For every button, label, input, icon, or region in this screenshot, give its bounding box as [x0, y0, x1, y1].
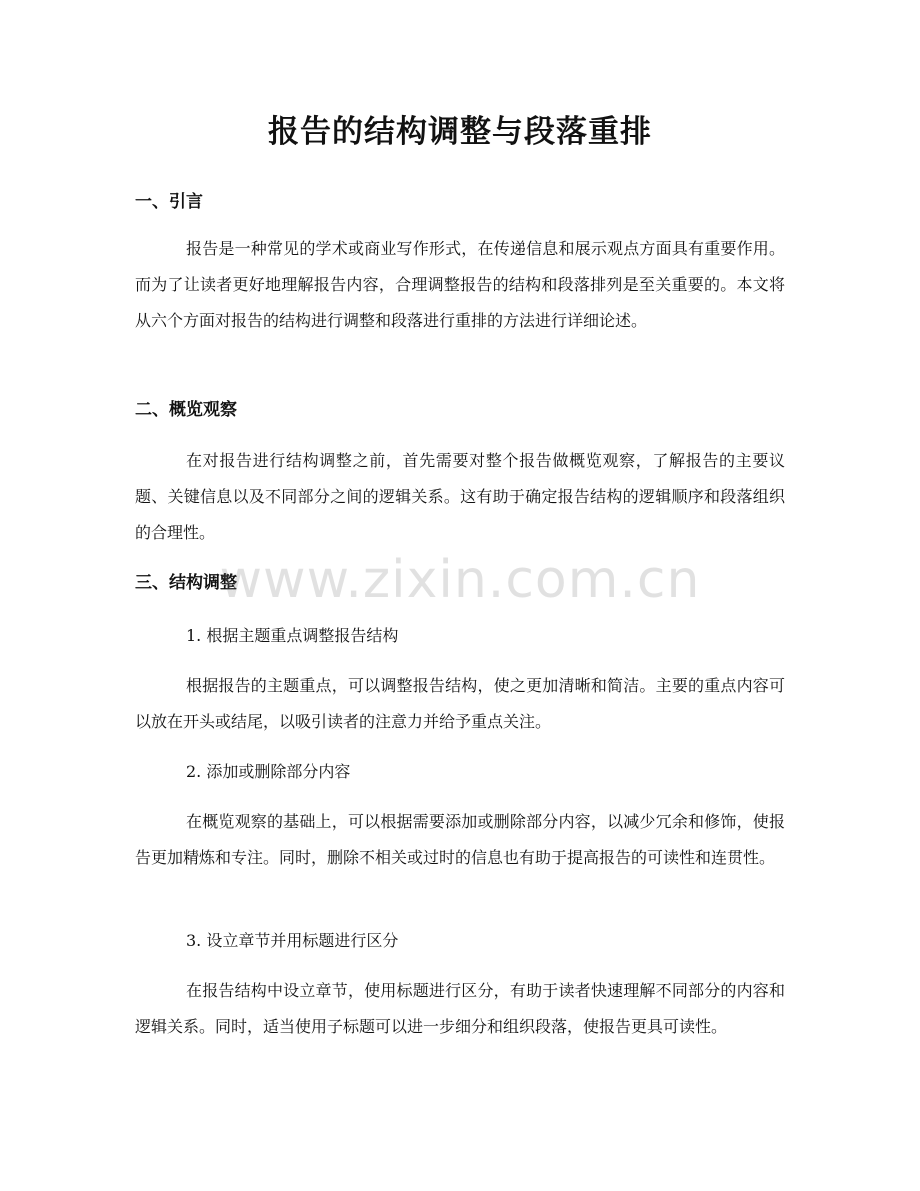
- section-paragraph-introduction: 报告是一种常见的学术或商业写作形式，在传递信息和展示观点方面具有重要作用。而为了让读者更好地理解报告内容，合理调整报告的结构和段落排列是至关重要的。本文将从六个方面对报告的结构进行调整和段落进行重排的方法进行详细论述。: [135, 239, 785, 330]
- watermark: www.zixin.com.cn: [219, 550, 701, 610]
- paragraph-item-1: 根据报告的主题重点，可以调整报告结构，使之更加清晰和简洁。主要的重点内容可以放在开头或结尾，以吸引读者的注意力并给予重点关注。: [135, 676, 785, 731]
- subheading-item-2: 2. 添加或删除部分内容: [186, 762, 351, 781]
- paragraph-item-3: 在报告结构中设立章节，使用标题进行区分，有助于读者快速理解不同部分的内容和逻辑关系。同时，适当使用子标题可以进一步细分和组织段落，使报告更具可读性。: [135, 981, 785, 1036]
- document-title: 报告的结构调整与段落重排: [268, 114, 652, 150]
- section-heading-structure: 三、结构调整: [135, 573, 237, 593]
- subheading-item-3: 3. 设立章节并用标题进行区分: [186, 931, 399, 950]
- subheading-item-1: 1. 根据主题重点调整报告结构: [186, 626, 399, 645]
- paragraph-item-2: 在概览观察的基础上，可以根据需要添加或删除部分内容，以减少冗余和修饰，使报告更加精炼和专注。同时，删除不相关或过时的信息也有助于提高报告的可读性和连贯性。: [135, 812, 785, 867]
- section-paragraph-overview: 在对报告进行结构调整之前，首先需要对整个报告做概览观察，了解报告的主要议题、关键信息以及不同部分之间的逻辑关系。这有助于确定报告结构的逻辑顺序和段落组织的合理性。: [135, 451, 785, 542]
- section-heading-overview: 二、概览观察: [135, 400, 237, 420]
- section-heading-introduction: 一、引言: [135, 192, 203, 212]
